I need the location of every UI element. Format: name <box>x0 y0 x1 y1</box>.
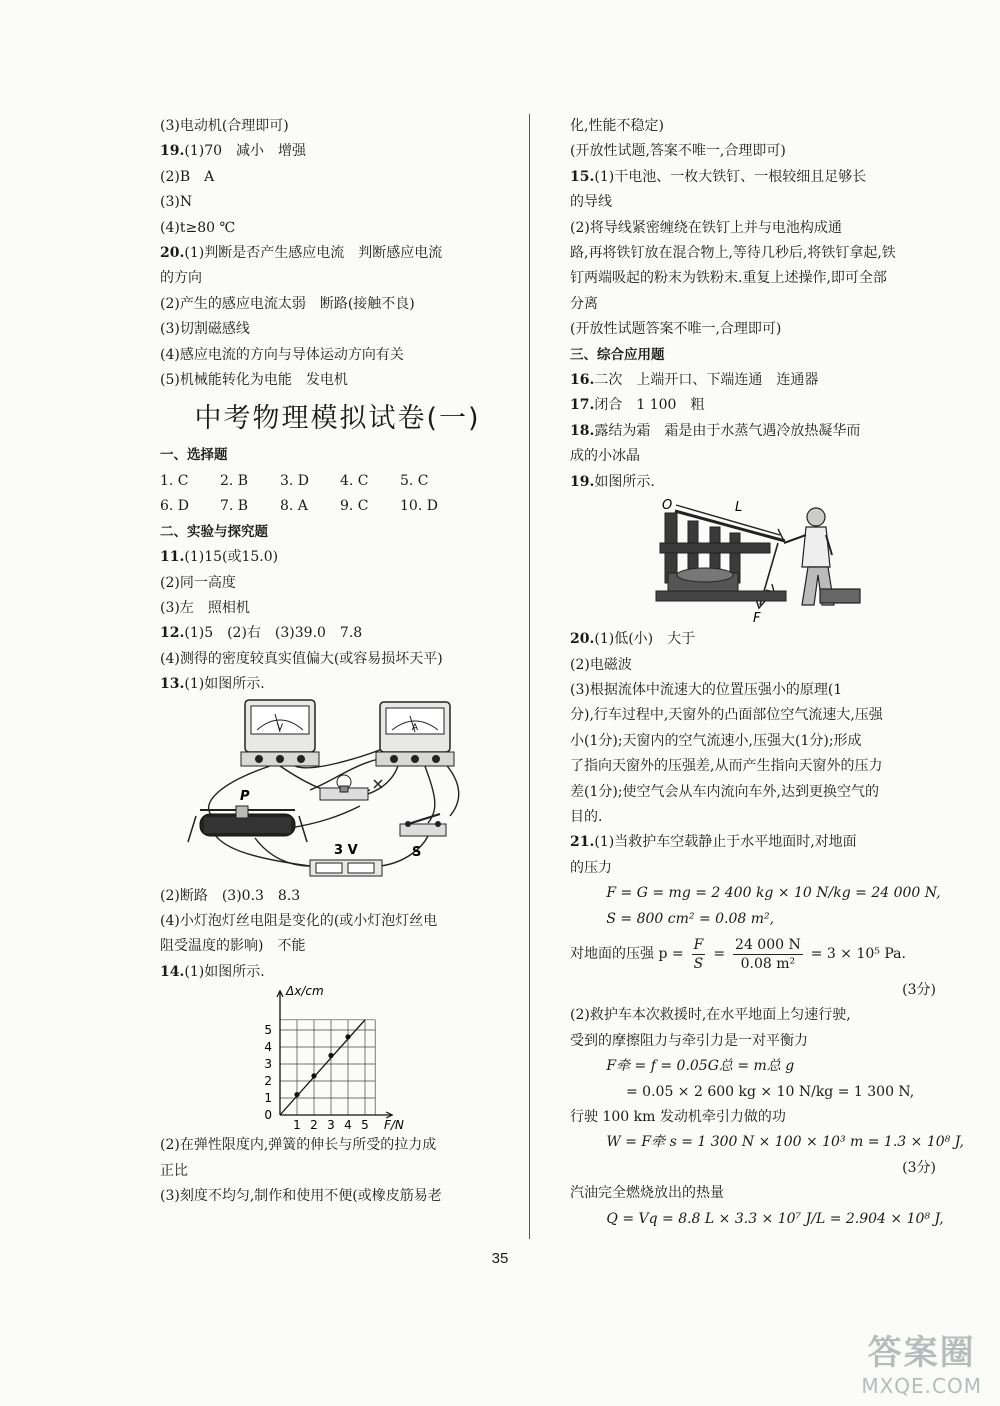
question-number: 13. <box>160 676 185 693</box>
x-axis-label: F/N <box>383 1118 404 1133</box>
answer-line: 钉两端吸起的粉末为铁粉末.重复上述操作,即可全部 <box>570 270 887 287</box>
answer-line: (3)N <box>160 194 193 211</box>
choice-answers-row <box>160 494 515 519</box>
answer-line: (3)切割磁感线 <box>160 321 250 338</box>
formula-text: 对地面的压强 p = <box>570 946 684 963</box>
y-tick-label: 2 <box>264 1074 272 1089</box>
x-tick-label: 5 <box>361 1118 369 1133</box>
section-heading: 一、选择题 <box>160 447 228 464</box>
choice-answer: 4. C <box>340 472 369 489</box>
answer-text: (1)如图所示. <box>184 963 265 980</box>
answer-line: (2)断路 (3)0.3 8.3 <box>160 887 301 904</box>
answer-text: (1)低(小) 大于 <box>594 631 696 648</box>
answer-line: 小(1分);天窗内的空气流速小,压强大(1分);形成 <box>570 732 862 749</box>
answer-text: (1)15(或15.0) <box>184 549 279 566</box>
watermark <box>861 1325 982 1398</box>
question-13 <box>160 672 515 697</box>
question-12 <box>160 621 515 646</box>
question-number: 18. <box>570 422 595 439</box>
choice-answer: 7. B <box>220 498 249 515</box>
arm-label: L <box>735 500 743 516</box>
formula-line: F = G = mg = 2 400 kg × 10 N/kg = 24 000 N, <box>606 885 941 902</box>
choice-answer: 10. D <box>400 498 438 515</box>
question-number: 14. <box>160 963 185 980</box>
question-17 <box>570 393 940 418</box>
person <box>784 508 860 605</box>
answer-line: 的压力 <box>570 859 612 876</box>
pivot-label: O <box>662 498 673 514</box>
formula-line: = 0.05 × 2 600 kg × 10 N/kg = 1 300 N, <box>626 1083 915 1100</box>
ammeter-label: A <box>411 722 419 733</box>
answer-line: (2)B A <box>160 168 215 185</box>
formula-line: S = 800 cm² = 0.08 m², <box>606 910 775 927</box>
ammeter <box>376 702 454 766</box>
answer-line: 阻受温度的影响) 不能 <box>160 938 306 955</box>
choice-answer: 5. C <box>400 472 429 489</box>
mill-frame <box>656 513 786 601</box>
answer-text: (1)70 减小 增强 <box>184 143 307 160</box>
answer-line: (2)电磁波 <box>570 656 632 673</box>
answer-line: (4)测得的密度较真实值偏大(或容易损坏天平) <box>160 650 443 667</box>
page-number: 35 <box>491 1250 509 1267</box>
fraction-numerator: F <box>693 937 704 954</box>
force-label: F <box>753 611 761 627</box>
answer-line: (4)小灯泡灯丝电阻是变化的(或小灯泡灯丝电 <box>160 912 438 929</box>
question-16 <box>570 368 940 393</box>
equals-sign: = <box>713 946 726 963</box>
column-divider <box>529 114 530 1239</box>
answer-line: 正比 <box>160 1162 188 1179</box>
graph-figure <box>160 985 515 1133</box>
answer-text: 如图所示. <box>594 473 655 490</box>
answer-line: 路,再将铁钉放在混合物上,等待几秒后,将铁钉拿起,铁 <box>570 245 896 262</box>
formula-line: Q = Vq = 8.8 L × 3.3 × 10⁷ J/L = 2.904 × 10⁸ J, <box>606 1210 944 1227</box>
battery <box>310 843 382 876</box>
choice-answers-row <box>160 469 515 494</box>
question-19 <box>570 470 940 495</box>
question-number: 19. <box>160 143 185 160</box>
slider-label: P <box>240 788 250 804</box>
data-point <box>311 1073 316 1078</box>
wire <box>440 758 459 816</box>
formula-line: W = F牵 s = 1 300 N × 100 × 10³ m = 1.3 × 10⁸ J, <box>606 1134 964 1151</box>
left-column <box>160 114 515 1209</box>
rheostat <box>188 789 307 842</box>
lever-figure <box>570 495 940 627</box>
data-point <box>345 1034 350 1039</box>
answer-text: 露结为霜 霜是由于水蒸气遇冷放热凝华而 <box>594 422 861 439</box>
answer-text: (1)当救护车空载静止于水平地面时,对地面 <box>594 834 857 851</box>
switch-label: S <box>412 844 422 860</box>
fraction <box>733 936 803 973</box>
force-extension-graph <box>160 985 515 1133</box>
exam-title: 中考物理模拟试卷(一) <box>194 403 481 435</box>
answer-line: 分),行车过程中,天窗外的凸面部位空气流速大,压强 <box>570 707 883 724</box>
answer-line: 汽油完全燃烧放出的热量 <box>570 1185 724 1202</box>
battery-label: 3 V <box>334 842 358 858</box>
question-15 <box>570 165 940 190</box>
answer-line: (开放性试题,答案不唯一,合理即可) <box>570 143 786 160</box>
answer-line: (2)将导线紧密缠绕在铁钉上并与电池构成通 <box>570 219 842 236</box>
section-heading: 二、实验与探究题 <box>160 523 268 540</box>
question-number: 16. <box>570 372 595 389</box>
y-tick-label: 4 <box>264 1040 272 1055</box>
y-tick-label: 3 <box>264 1057 272 1072</box>
question-14 <box>160 960 515 985</box>
answer-line: 受到的摩擦阻力与牵引力是一对平衡力 <box>570 1032 808 1049</box>
question-number: 20. <box>570 631 595 648</box>
lamp <box>320 775 368 800</box>
answer-text: (1)5 (2)右 (3)39.0 7.8 <box>184 625 363 642</box>
choice-answer: 8. A <box>280 498 308 515</box>
answer-line: (4)感应电流的方向与导体运动方向有关 <box>160 346 404 363</box>
question-number: 21. <box>570 834 595 851</box>
answer-line: (5)机械能转化为电能 发电机 <box>160 372 348 389</box>
question-21 <box>570 830 940 855</box>
question-number: 11. <box>160 549 185 566</box>
x-tick-label: 1 <box>293 1118 301 1133</box>
voltmeter <box>241 700 319 766</box>
pressure-formula <box>570 932 940 978</box>
right-column <box>570 114 964 1232</box>
circuit-diagram <box>160 698 515 884</box>
question-18 <box>570 419 940 444</box>
x-tick-label: 3 <box>327 1118 335 1133</box>
answer-line: 差(1分);使空气会从车内流向车外,达到更换空气的 <box>570 783 879 800</box>
answer-line: 目的. <box>570 808 603 825</box>
score-note: (3分) <box>902 981 936 998</box>
answer-text: (1)干电池、一枚大铁钉、一根较细且足够长 <box>594 168 867 185</box>
question-20 <box>570 627 940 652</box>
choice-answer: 3. D <box>280 472 310 489</box>
choice-answer: 2. B <box>220 472 249 489</box>
answer-line: 化,性能不稳定) <box>570 118 664 134</box>
choice-answer: 9. C <box>340 498 369 515</box>
answer-line: 的导线 <box>570 194 612 211</box>
origin-label: 0 <box>264 1108 272 1123</box>
fit-line <box>280 1020 365 1115</box>
answer-line: 行驶 100 km 发动机牵引力做的功 <box>570 1109 786 1125</box>
voltmeter-label: V <box>276 722 284 733</box>
answer-line: (3)电动机(合理即可) <box>160 118 289 134</box>
circuit-figure <box>160 698 515 884</box>
answer-text: (1)判断是否产生感应电流 判断感应电流 <box>184 245 443 262</box>
y-tick-label: 5 <box>264 1023 272 1038</box>
fraction <box>692 936 706 973</box>
question-20 <box>160 241 515 266</box>
break-mark <box>374 780 382 788</box>
question-number: 20. <box>160 245 185 262</box>
question-number: 15. <box>570 168 595 185</box>
wire <box>422 758 435 823</box>
answer-line: (2)救护车本次救援时,在水平地面上匀速行驶, <box>570 1007 851 1024</box>
answer-line: (3)刻度不均匀,制作和使用不便(或橡皮筋易老 <box>160 1187 442 1204</box>
y-axis-label: Δx/cm <box>286 985 324 999</box>
answer-line: (开放性试题答案不唯一,合理即可) <box>570 321 782 338</box>
choice-answer: 1. C <box>160 472 189 489</box>
watermark-url: MXQE.COM <box>861 1374 982 1398</box>
answer-line: 的方向 <box>160 270 202 287</box>
answer-line: 了指向天窗外的压强差,从而产生指向天窗外的压力 <box>570 758 883 775</box>
answer-line: (2)产生的感应电流太弱 断路(接触不良) <box>160 295 415 312</box>
fraction-numerator: 24 000 N <box>735 937 801 954</box>
fraction-denominator: 0.08 m² <box>740 956 796 973</box>
score-note: (3分) <box>902 1159 936 1176</box>
answer-line: 分离 <box>570 295 598 312</box>
answer-line: (2)在弹性限度内,弹簧的伸长与所受的拉力成 <box>160 1137 437 1154</box>
fraction-denominator: S <box>693 956 704 973</box>
question-number: 17. <box>570 397 595 414</box>
answer-text: (1)如图所示. <box>184 676 265 693</box>
section-heading: 三、综合应用题 <box>570 346 665 363</box>
data-point <box>328 1053 333 1058</box>
question-19 <box>160 139 515 164</box>
data-point <box>294 1092 299 1097</box>
y-tick-label: 1 <box>264 1091 272 1106</box>
formula-text: = 3 × 10⁵ Pa. <box>810 946 906 963</box>
question-number: 19. <box>570 473 595 490</box>
lever-diagram <box>570 495 940 627</box>
answer-text: 闭合 1 100 粗 <box>594 397 705 414</box>
choice-answer: 6. D <box>160 498 190 515</box>
question-number: 12. <box>160 625 185 642</box>
answer-line: (3)左 照相机 <box>160 599 250 616</box>
answer-line: (3)根据流体中流速大的位置压强小的原理(1 <box>570 681 843 698</box>
wire <box>290 806 360 828</box>
answer-line: (4)t≥80 ℃ <box>160 219 236 236</box>
x-tick-label: 4 <box>344 1118 352 1133</box>
answer-line: 成的小冰晶 <box>570 448 640 465</box>
question-11 <box>160 545 515 570</box>
watermark-logo: 答案圈 <box>867 1333 976 1373</box>
answer-line: (2)同一高度 <box>160 574 236 591</box>
switch <box>400 814 446 860</box>
answer-text: 二次 上端开口、下端连通 连通器 <box>594 372 819 389</box>
formula-line: F牵 = f = 0.05G总 = m总 g <box>606 1058 795 1075</box>
x-tick-label: 2 <box>310 1118 318 1133</box>
